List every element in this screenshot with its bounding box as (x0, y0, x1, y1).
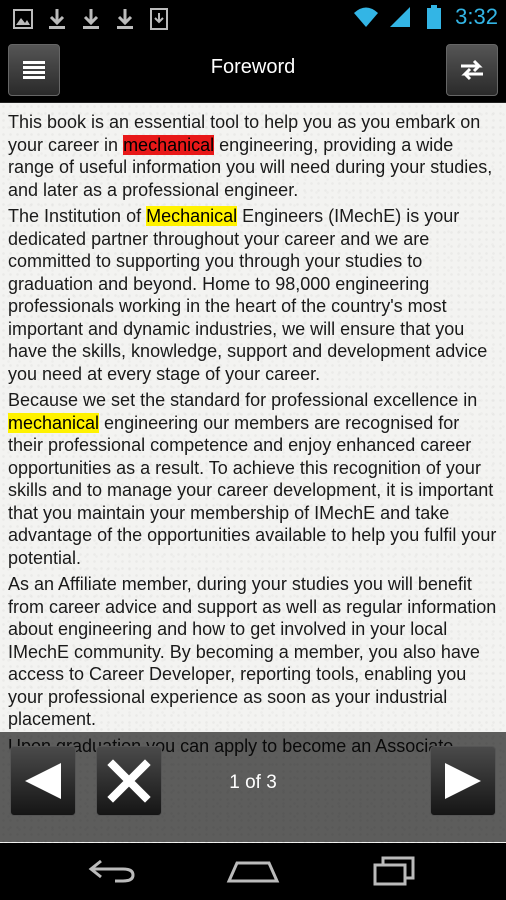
download-icon (112, 6, 138, 32)
home-button[interactable] (223, 853, 283, 889)
search-highlight-current: mechanical (123, 134, 215, 155)
swap-button[interactable] (446, 44, 498, 96)
text-segment: Because we set the standard for professional excellence in (8, 390, 478, 410)
text-segment: The Institution of (8, 206, 147, 226)
download-icon (78, 6, 104, 32)
paragraph-2 (0, 205, 506, 385)
text-segment: engineering our members are recognised for their professional competence and enjoy enhanced career opportunities as a result. To achieve this recognition of your skills and to manage your career development, it is important that you maintain your membership of IMechE and take advantage of the opportunities available to help you fulfil your potential. (8, 412, 497, 568)
arrow-right-icon (441, 761, 485, 801)
image-icon (10, 6, 36, 32)
battery-icon (421, 4, 447, 30)
home-icon (225, 857, 281, 885)
text-segment: engineering, providing a wide range of useful information you will need during your studies, and later as a professional engineer. (8, 134, 493, 200)
text-segment: As an Affiliate member, during your studies you will benefit from career advice and support as well as regular information about engineering and how to get involved in your local IMechE community. By becoming a member, you also have access to Career Developer, reporting tools, enabling you your professional experience as soon as your industrial placement. (8, 574, 497, 729)
clock: 3:32 (455, 4, 498, 29)
search-navigation-bar (0, 732, 506, 842)
paragraph-1 (0, 103, 506, 201)
system-navigation-bar (0, 843, 506, 900)
swap-icon (458, 59, 486, 81)
download-box-icon (146, 6, 172, 32)
back-button[interactable] (82, 853, 142, 889)
action-bar (0, 38, 506, 103)
search-highlight: Mechanical (146, 206, 238, 226)
paragraph-4 (0, 573, 506, 731)
page-title: Foreword (210, 56, 296, 78)
download-icon (44, 6, 70, 32)
recent-apps-icon (371, 856, 417, 886)
notification-icons (10, 6, 172, 32)
text-segment: Engineers (IMechE) is your dedicated partner throughout your career and we are committed to supporting you through your studies to graduation and beyond. Home to 98,000 engineering professionals working in the heart of the country's most important and dynamic industries, we will ensure that you have the skills, knowledge, support and development advice you need at every stage of your career. (8, 206, 488, 384)
recent-apps-button[interactable] (364, 853, 424, 889)
wifi-icon (353, 4, 379, 30)
signal-icon (387, 4, 413, 30)
system-icons (353, 4, 498, 30)
back-icon (87, 857, 137, 885)
next-result-button[interactable] (430, 746, 496, 816)
paragraph-3 (0, 389, 506, 569)
search-highlight: mechanical (8, 412, 100, 433)
status-bar (0, 0, 506, 38)
result-counter: 1 of 3 (229, 772, 277, 793)
text-segment: This book is an essential tool to help you as you embark on your career in (8, 112, 481, 155)
